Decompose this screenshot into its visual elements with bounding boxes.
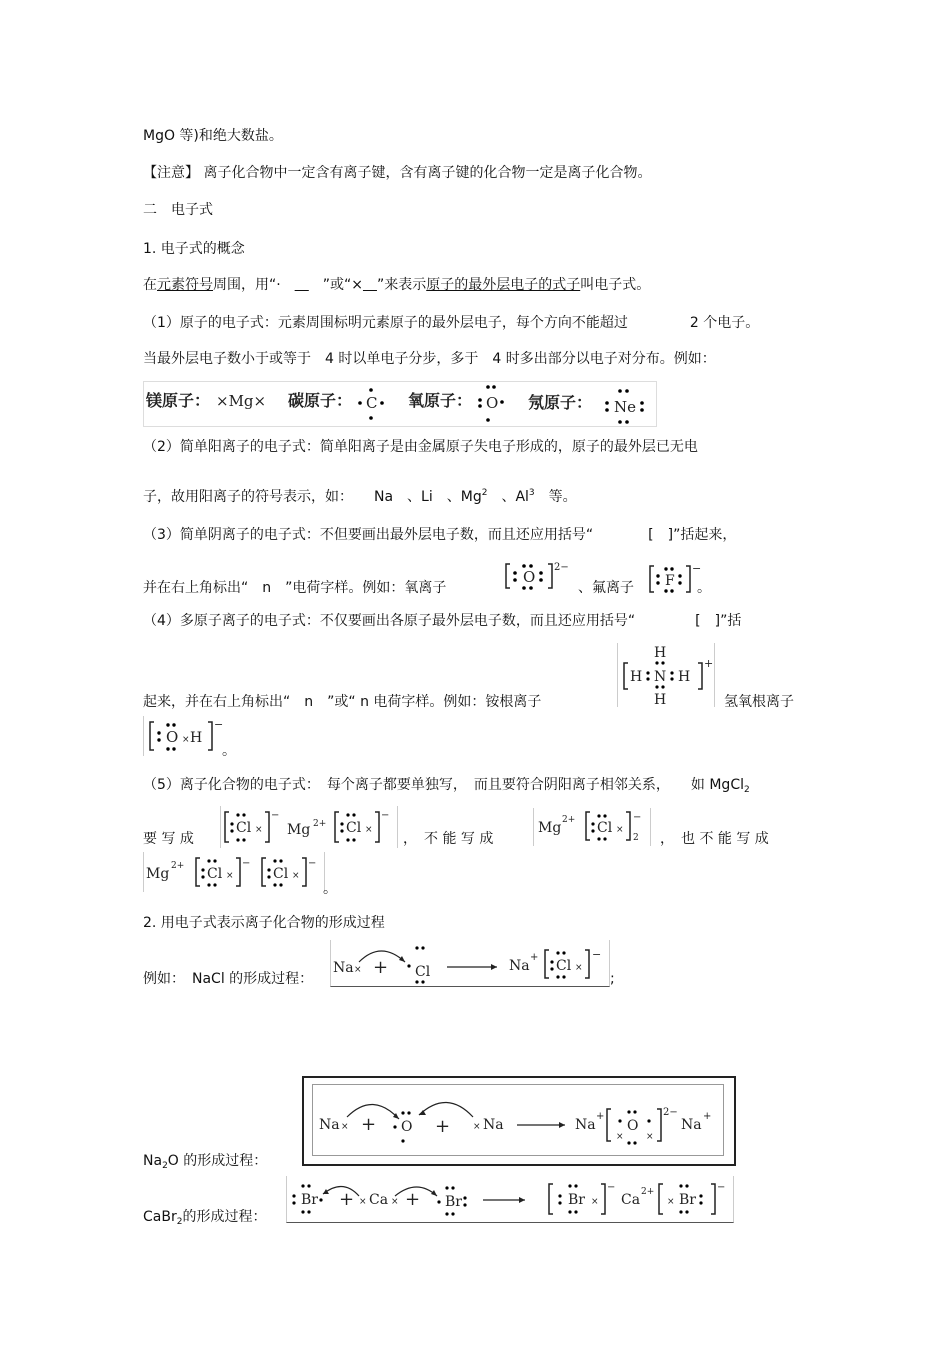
hydroxide-ion-figure <box>143 716 224 756</box>
svg-text:×: × <box>255 825 263 835</box>
c-atom-symbol: C <box>366 394 378 412</box>
wrong2-cl-left: Cl <box>207 866 223 882</box>
ammonium-n: N <box>654 669 667 685</box>
nacl-cl-charge: − <box>592 948 602 961</box>
nacl-process-svg <box>331 940 609 986</box>
nacl-plus: + <box>373 957 389 978</box>
wrong2-cl-right: Cl <box>273 866 289 882</box>
oxide-ion-figure <box>502 558 572 594</box>
cabr2-br-anion-1: Br <box>568 1192 585 1208</box>
mgcl2-correct-svg <box>221 806 397 848</box>
anion-line-2a: 并在右上角标出“ n ”电荷字样。例如：氧离子 <box>143 580 447 596</box>
na2o-na-charge-2: + <box>703 1111 712 1122</box>
cabr2-ca-charge: 2+ <box>641 1187 655 1197</box>
hydroxide-ion-svg <box>144 716 224 756</box>
mgcl2-correct-label: 要 写 成 <box>143 831 194 847</box>
ammonium-ion-figure <box>617 643 715 707</box>
cation-line-2: 子，故用阳离子的符号表示，如： Na 、Li 、Mg$^2$ 、Al$^3$ 等。 <box>143 488 577 505</box>
polyatomic-line-1: （4）多原子离子的电子式：不仅要画出各原子最外层电子数，而且还应用括号“ [ ]”括 <box>143 613 742 629</box>
na2o-o-charge: 2− <box>663 1107 678 1118</box>
wrong1-cl: Cl <box>597 820 613 836</box>
mgcl2-correct-figure <box>220 806 398 848</box>
mgcl2-cl-right-charge: − <box>381 810 390 821</box>
mgcl2-wrong-label-2: ， 也 不 能 写 成 <box>660 831 769 847</box>
cabr2-br-charge-1: − <box>607 1182 616 1193</box>
polyatomic-line-2b: 氢氧根离子 <box>724 694 794 710</box>
anion-line-2b: 、氟离子 <box>578 580 634 596</box>
definition-line: 在元素符号周围，用“· ＿ ”或“× ”来表示原子的最外层电子的式子叫电子式。 <box>143 277 651 293</box>
cabr2-ca: Ca <box>369 1192 389 1208</box>
wrong2-charge-right: − <box>308 858 317 869</box>
mgcl2-wrong-svg-2 <box>144 852 324 892</box>
svg-text:×: × <box>616 825 624 835</box>
wrong1-mg-charge: 2+ <box>562 815 576 825</box>
wrong1-mg: Mg <box>538 820 562 836</box>
c-atom-label: 碳原子： <box>288 391 353 410</box>
svg-text:×: × <box>591 1197 599 1207</box>
subsection-heading-1: 1. 电子式的概念 <box>143 241 245 257</box>
na2o-plus-2: + <box>435 1116 451 1137</box>
mgcl2-wrong-label-1: ， 不 能 写 成 <box>403 831 494 847</box>
na2o-process-svg <box>313 1085 723 1155</box>
cabr2-br-charge-2: − <box>717 1182 726 1193</box>
hydroxide-period: 。 <box>222 743 236 759</box>
svg-text:×: × <box>354 965 362 975</box>
anion-line-1: （3）简单阴离子的电子式：不但要画出最外层电子数，而且还应用括号“ [ ]”括起来， <box>143 527 737 543</box>
cabr2-br-right: Br <box>445 1194 462 1210</box>
ammonium-h-right: H <box>678 669 691 685</box>
svg-text:×: × <box>182 735 190 745</box>
mgcl2-cl-right: Cl <box>346 820 362 836</box>
oxide-charge: 2− <box>554 562 569 573</box>
na2o-na-charge-1: + <box>596 1111 605 1122</box>
mgcl2-cl-left-charge: − <box>271 810 280 821</box>
cabr2-br-anion-2: Br <box>679 1192 696 1208</box>
ammonium-h-top: H <box>654 645 667 661</box>
nacl-label: 例如： NaCl 的形成过程： <box>143 971 314 987</box>
ammonium-ion-svg <box>618 643 714 707</box>
mgcl2-mg-charge: 2+ <box>313 819 327 829</box>
note-line: 【注意】 离子化合物中一定含有离子键，含有离子键的化合物一定是离子化合物。 <box>143 165 652 181</box>
cabr2-ca-cation: Ca <box>621 1192 641 1208</box>
hydroxide-o: O <box>166 728 179 746</box>
atom-rule-line-2: 当最外层电子数小于或等于 4 时以单电子分步，多于 4 时多出部分以电子对分布。例如： <box>143 351 716 367</box>
oxide-symbol: O <box>523 568 536 586</box>
cation-line-1: （2）简单阳离子的电子式：简单阳离子是由金属原子失电子形成的，原子的最外层已无电 <box>143 439 698 455</box>
na2o-o-left: O <box>401 1119 413 1135</box>
mgcl2-period: 。 <box>323 881 337 897</box>
line-mgo: MgO 等)和绝大数盐。 <box>143 128 283 144</box>
nacl-semicolon: ; <box>610 971 615 987</box>
mgcl2-mg: Mg <box>287 822 311 838</box>
ne-atom-label: 氖原子： <box>528 393 593 412</box>
nacl-na-charge: + <box>530 952 539 963</box>
atom-examples-svg <box>144 382 656 426</box>
ionic-compound-line-1: （5）离子化合物的电子式： 每个离子都要单独写， 而且要符合阴阳离子相邻关系， 如 MgCl$_2$ <box>143 777 750 795</box>
na2o-process-figure <box>302 1076 736 1166</box>
nacl-process-figure <box>330 940 610 987</box>
atom-examples-figure <box>143 381 657 427</box>
ammonium-h-bottom: H <box>654 692 667 708</box>
cabr2-label: CaBr$_2$的形成过程： <box>143 1209 267 1227</box>
o-atom-label: 氧原子： <box>408 391 473 410</box>
cabr2-br-left: Br <box>301 1192 318 1208</box>
fluoride-symbol: F <box>665 573 675 589</box>
subsection-heading-2: 2. 用电子式表示离子化合物的形成过程 <box>143 915 385 931</box>
svg-text:×: × <box>667 1197 675 1207</box>
svg-text:×: × <box>292 871 300 881</box>
wrong1-charge: − <box>633 812 642 823</box>
svg-text:×: × <box>341 1122 349 1132</box>
ammonium-h-left: H <box>630 669 643 685</box>
na2o-label: $Na_2O$ 的形成过程： <box>143 1153 268 1171</box>
svg-text:×: × <box>226 871 234 881</box>
ammonium-charge: + <box>704 657 714 670</box>
svg-text:×: × <box>616 1132 624 1142</box>
wrong2-mg-charge: 2+ <box>171 861 185 871</box>
oxide-ion-svg <box>502 558 572 594</box>
svg-text:×: × <box>646 1132 654 1142</box>
svg-text:×: × <box>359 1197 367 1207</box>
section-heading: 二 电子式 <box>143 202 213 218</box>
nacl-na-left: Na <box>333 960 354 976</box>
nacl-cl-left: Cl <box>415 964 431 980</box>
mgcl2-cl-left: Cl <box>236 820 252 836</box>
nacl-na-right: Na <box>509 958 530 974</box>
hydroxide-charge: − <box>214 718 224 731</box>
svg-text:×: × <box>473 1122 481 1132</box>
na2o-na-cation-2: Na <box>681 1117 702 1133</box>
fluoride-charge: − <box>692 562 702 575</box>
svg-text:×: × <box>391 1197 399 1207</box>
wrong1-subscript: 2 <box>633 833 639 843</box>
o-atom-symbol: O <box>486 394 499 412</box>
mgcl2-wrong-figure-2 <box>143 852 325 892</box>
svg-text:×: × <box>365 825 373 835</box>
mg-atom-label: 镁原子： <box>146 391 211 410</box>
nacl-cl-right: Cl <box>556 958 572 974</box>
na2o-na-cation-1: Na <box>575 1117 596 1133</box>
mgcl2-wrong-svg-1 <box>534 808 650 846</box>
svg-text:×: × <box>575 963 583 973</box>
anion-line-2c: 。 <box>697 580 711 596</box>
polyatomic-line-2a: 起来，并在右上角标出“ n ”或“ n 电荷字样。例如：铵根离子 <box>143 694 542 710</box>
fluoride-ion-svg <box>648 562 700 596</box>
cabr2-process-svg <box>287 1176 733 1222</box>
cabr2-plus-1: + <box>339 1189 355 1210</box>
na2o-na-left: Na <box>319 1117 340 1133</box>
na2o-na-middle: Na <box>483 1117 504 1133</box>
na2o-o-right: O <box>627 1118 639 1134</box>
ne-atom-symbol: Ne <box>614 398 637 416</box>
fluoride-ion-figure <box>648 562 700 596</box>
cabr2-plus-2: + <box>405 1189 421 1210</box>
wrong2-charge-left: − <box>242 858 251 869</box>
mgcl2-wrong-figure-1 <box>533 808 651 846</box>
wrong2-mg: Mg <box>146 866 170 882</box>
hydroxide-h: H <box>190 730 203 746</box>
mg-atom-formula: ×Mg× <box>216 392 267 410</box>
cabr2-process-figure <box>286 1176 734 1223</box>
na2o-plus-1: + <box>361 1114 377 1135</box>
atom-rule-line-1: （1）原子的电子式：元素周围标明元素原子的最外层电子，每个方向不能超过 2 个电子。 <box>143 315 760 331</box>
